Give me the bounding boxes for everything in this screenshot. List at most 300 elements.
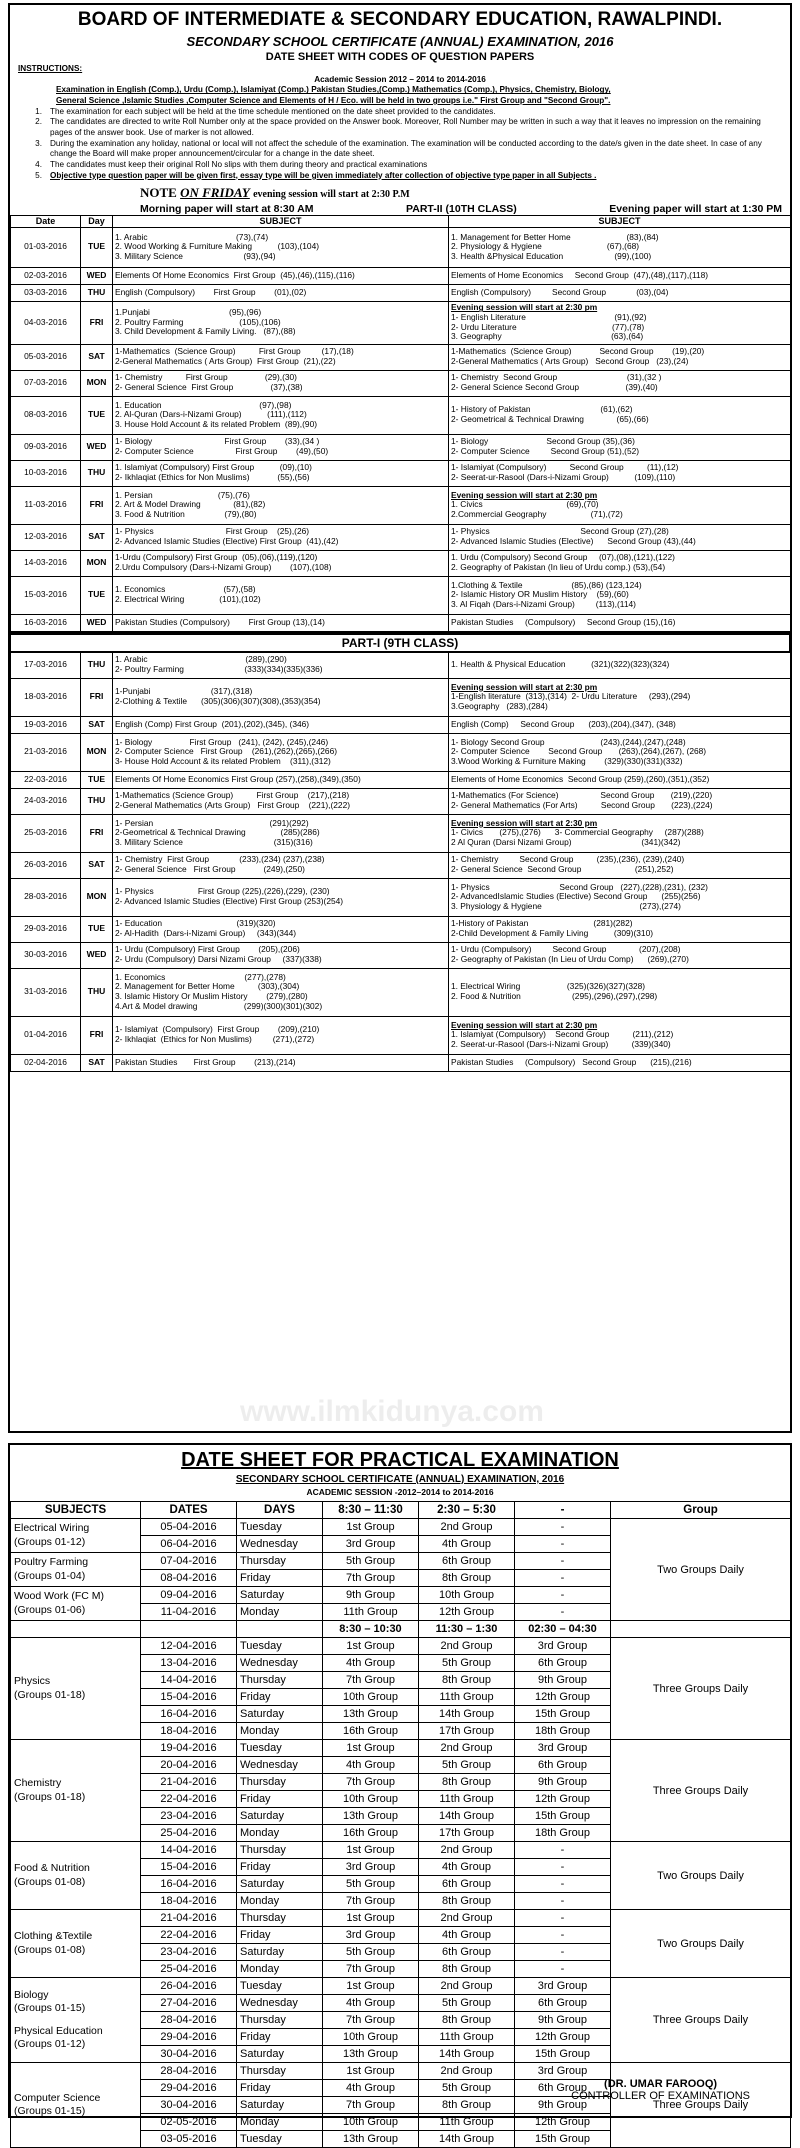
exam-day: MON <box>81 878 113 916</box>
col-dates: DATES <box>141 1502 237 1519</box>
exam-title: SECONDARY SCHOOL CERTIFICATE (ANNUAL) EXAMINATION, 2016 <box>186 34 614 49</box>
instruction-number: 4. <box>35 159 42 169</box>
slot1-group: 9th Group <box>323 1587 419 1604</box>
exam-day: SAT <box>81 524 113 550</box>
slot3-group: 6th Group <box>515 2080 611 2097</box>
morning-subjects: English (Comp) First Group (201),(202),(345), (346) <box>113 716 449 733</box>
instruction-item <box>18 117 782 138</box>
practical-date: 07-04-2016 <box>141 1553 237 1570</box>
practical-subtitle: SECONDARY SCHOOL CERTIFICATE (ANNUAL) EXAMINATION, 2016 <box>235 1474 565 1485</box>
note-rest: evening session will start at 2:30 P.M <box>253 189 410 201</box>
exam-date: 08-03-2016 <box>11 396 81 434</box>
slot2-group: 6th Group <box>419 1553 515 1570</box>
exam-day: TUE <box>81 916 113 942</box>
practical-day: Tuesday <box>237 1638 323 1655</box>
exam-date: 11-03-2016 <box>11 486 81 524</box>
practical-date: 26-04-2016 <box>141 1978 237 1995</box>
subject-name <box>14 1862 137 1888</box>
slot2-group: 4th Group <box>419 1859 515 1876</box>
practical-subject <box>11 1842 141 1910</box>
practical-day: Monday <box>237 1893 323 1910</box>
exam-date: 01-03-2016 <box>11 227 81 267</box>
slot1-group: 4th Group <box>323 2080 419 2097</box>
morning-subjects: 1. Economics (277),(278) 2. Management for Better Home (303),(304) 3. Islamic History Or Muslim History (279),(280) 4.Art & Model drawing (299)(300)(301)(302) <box>113 968 449 1016</box>
practical-date: 11-04-2016 <box>141 1604 237 1621</box>
morning-subjects: 1- Chemistry First Group (233),(234) (237),(238) 2- General Science First Group (249),(250) <box>113 852 449 878</box>
subject-title: Food & Nutrition <box>14 1862 90 1875</box>
slot2-group: 5th Group <box>419 1757 515 1774</box>
col-subject-evening: SUBJECT <box>449 216 791 227</box>
exam-row <box>11 524 791 550</box>
exam-day: TUE <box>81 576 113 614</box>
exam-date: 29-03-2016 <box>11 916 81 942</box>
morning-subjects: Pakistan Studies First Group (213),(214) <box>113 1054 449 1071</box>
part2-title: PART-II (10TH CLASS) <box>406 203 517 216</box>
instruction-number: 5. <box>35 170 42 180</box>
practical-date: 22-04-2016 <box>141 1927 237 1944</box>
morning-subjects: Pakistan Studies (Compulsory) First Group (13),(14) <box>113 614 449 631</box>
practical-date: 12-04-2016 <box>141 1638 237 1655</box>
exam-date: 03-03-2016 <box>11 284 81 301</box>
part1-title: PART-I (9TH CLASS) <box>10 632 790 652</box>
practical-date: 28-04-2016 <box>141 2012 237 2029</box>
morning-subjects: 1. Economics (57),(58) 2. Electrical Wiring (101),(102) <box>113 576 449 614</box>
exam-day: THU <box>81 968 113 1016</box>
note-day: ON FRIDAY <box>180 185 250 201</box>
practical-day: Saturday <box>237 1944 323 1961</box>
practical-day: Friday <box>237 1859 323 1876</box>
practical-date: 13-04-2016 <box>141 1655 237 1672</box>
blank-cell <box>237 1621 323 1638</box>
practical-row <box>11 1519 791 1536</box>
exam-day: SAT <box>81 1054 113 1071</box>
sheet-header <box>10 9 790 63</box>
slot1-group: 7th Group <box>323 1570 419 1587</box>
exam-row <box>11 576 791 614</box>
morning-subjects: English (Compulsory) First Group (01),(02) <box>113 284 449 301</box>
exam-date: 28-03-2016 <box>11 878 81 916</box>
exam-row <box>11 486 791 524</box>
exam-day: FRI <box>81 678 113 716</box>
practical-day: Wednesday <box>237 1757 323 1774</box>
slot2-group: 2nd Group <box>419 1519 515 1536</box>
slot1-group: 1st Group <box>323 1638 419 1655</box>
morning-subjects: 1. Arabic (289),(290) 2- Poultry Farming (333)(334)(335)(336) <box>113 652 449 678</box>
practical-day: Friday <box>237 1570 323 1587</box>
practical-date: 21-04-2016 <box>141 1774 237 1791</box>
exam-day: MON <box>81 550 113 576</box>
morning-subjects: Elements Of Home Economics First Group (45),(46),(115),(116) <box>113 267 449 284</box>
practical-day: Saturday <box>237 1876 323 1893</box>
slot1-group: 4th Group <box>323 1655 419 1672</box>
exam-row <box>11 678 791 716</box>
practical-day: Monday <box>237 1604 323 1621</box>
practical-date-sheet <box>8 1443 792 2145</box>
slot3-group: - <box>515 1859 611 1876</box>
slot1-group: 16th Group <box>323 1825 419 1842</box>
morning-subjects: 1- Physics First Group (25),(26) 2- Advanced Islamic Studies (Elective) First Group (41),(42) <box>113 524 449 550</box>
slot2-group: 8th Group <box>419 1774 515 1791</box>
slot3-group: - <box>515 1587 611 1604</box>
practical-day: Thursday <box>237 2063 323 2080</box>
instruction-item <box>18 139 782 160</box>
two-group-note-2: General Science ,Islamic Studies ,Computer Science and Elements of H / Eco. will be held in two groups i.e." First Group and "Second Group". <box>56 95 611 105</box>
academic-session: Academic Session 2012 – 2014 to 2014-2016 <box>314 74 486 84</box>
morning-subjects: 1- Biology First Group (33),(34 ) 2- Computer Science First Group (49),(50) <box>113 434 449 460</box>
slot1-group: 7th Group <box>323 2097 419 2114</box>
slot3-group: - <box>515 1519 611 1536</box>
slot1-group: 7th Group <box>323 2012 419 2029</box>
practical-session: ACADEMIC SESSION -2012–2014 to 2014-2016 <box>306 1487 494 1497</box>
exam-row <box>11 344 791 370</box>
practical-date: 21-04-2016 <box>141 1910 237 1927</box>
col-subjects: SUBJECTS <box>11 1502 141 1519</box>
slot2-group: 2nd Group <box>419 1910 515 1927</box>
practical-date: 09-04-2016 <box>141 1587 237 1604</box>
sheet-title: DATE SHEET WITH CODES OF QUESTION PAPERS <box>265 51 535 63</box>
slot2-group: 11th Group <box>419 1791 515 1808</box>
practical-date: 30-04-2016 <box>141 2097 237 2114</box>
slot3-group: - <box>515 1536 611 1553</box>
practical-day: Thursday <box>237 1553 323 1570</box>
practical-date: 25-04-2016 <box>141 1961 237 1978</box>
slot3-group: - <box>515 1570 611 1587</box>
exam-row <box>11 1054 791 1071</box>
exam-date: 17-03-2016 <box>11 652 81 678</box>
slot3-group: 15th Group <box>515 2131 611 2148</box>
exam-day: WED <box>81 614 113 631</box>
exam-row <box>11 878 791 916</box>
evening-subjects: 1- Biology Second Group (243),(244),(247),(248) 2- Computer Science Second Group (263),(264),(267), (268) 3.Wood Working & Furniture Making (329)(330)(331)(332) <box>449 733 791 771</box>
exam-row <box>11 267 791 284</box>
subject-name <box>14 1777 137 1803</box>
subject-title: Physics <box>14 1675 51 1688</box>
morning-subjects: 1- Chemistry First Group (29),(30) 2- General Science First Group (37),(38) <box>113 370 449 396</box>
practical-day: Monday <box>237 2114 323 2131</box>
practical-subject <box>11 1740 141 1842</box>
slot2-group: 17th Group <box>419 1723 515 1740</box>
morning-subjects: 1- Biology First Group (241), (242), (245),(246) 2- Computer Science First Group (261),(262),(265),(266) 3- House Hold Account & its related Problem (311),(312) <box>113 733 449 771</box>
slot3-group: - <box>515 1553 611 1570</box>
instruction-text: Objective type question paper will be given first, essay type will be given immediately after collection of objective type paper in all Subjects . <box>50 170 597 180</box>
part1-table <box>10 652 791 1072</box>
slot2-group: 10th Group <box>419 1587 515 1604</box>
slot1-group: 1st Group <box>323 1842 419 1859</box>
exam-day: THU <box>81 652 113 678</box>
slot2-group: 2nd Group <box>419 1740 515 1757</box>
groups-per-day: Three Groups Daily <box>611 1740 791 1842</box>
instructions-heading: INSTRUCTIONS: <box>18 64 83 73</box>
practical-day: Saturday <box>237 1587 323 1604</box>
practical-day: Thursday <box>237 1910 323 1927</box>
col-group: Group <box>611 1502 791 1519</box>
exam-row <box>11 788 791 814</box>
col-date: Date <box>11 216 81 227</box>
exam-day: MON <box>81 733 113 771</box>
slot3-group: - <box>515 1604 611 1621</box>
subject-groups: (Groups 01-08) <box>14 1943 86 1956</box>
practical-date: 16-04-2016 <box>141 1706 237 1723</box>
practical-day: Monday <box>237 1723 323 1740</box>
practical-table <box>10 1501 791 2148</box>
morning-subjects: 1-Mathematics (Science Group) First Group (17),(18) 2-General Mathematics ( Arts Group) First Group (21),(22) <box>113 344 449 370</box>
morning-subjects: 1. Arabic (73),(74) 2. Wood Working & Furniture Making (103),(104) 3. Military Science (93),(94) <box>113 227 449 267</box>
subject-title: Physical Education <box>14 2025 103 2037</box>
groups-per-day: Three Groups Daily <box>611 1638 791 1740</box>
slot2-group: 14th Group <box>419 2131 515 2148</box>
friday-note <box>140 185 410 200</box>
slot3-group: - <box>515 1961 611 1978</box>
slot1-group: 7th Group <box>323 1774 419 1791</box>
morning-subjects: 1.Punjabi (95),(96) 2. Poultry Farming (105),(106) 3. Child Development & Family Living. (87),(88) <box>113 301 449 344</box>
practical-day: Monday <box>237 1825 323 1842</box>
morning-subjects: 1- Physics First Group (225),(226),(229), (230) 2- Advanced Islamic Studies (Elective) First Group (253)(254) <box>113 878 449 916</box>
col-day: Day <box>81 216 113 227</box>
subject-name <box>14 1675 137 1701</box>
evening-subjects: Evening session will start at 2:30 pm 1- English Literature (91),(92) 2- Urdu Literature (77),(78) 3. Geography (63),(64) <box>449 301 791 344</box>
subject-name <box>14 1989 137 2015</box>
practical-subject <box>11 2063 141 2148</box>
practical-day: Thursday <box>237 1842 323 1859</box>
slot2-group: 8th Group <box>419 1570 515 1587</box>
slot2-group: 4th Group <box>419 1536 515 1553</box>
slot2-group: 2nd Group <box>419 1842 515 1859</box>
practical-row <box>11 1910 791 1927</box>
slot1-group: 1st Group <box>323 1978 419 1995</box>
evening-time: Evening paper will start at 1:30 PM <box>609 203 782 216</box>
controller-name: (DR. UMAR FAROOQ) <box>604 2078 718 2090</box>
slot3-group: 18th Group <box>515 1723 611 1740</box>
slot3-group: 15th Group <box>515 1808 611 1825</box>
morning-subjects: 1- Urdu (Compulsory) First Group (205),(206) 2- Urdu (Compulsory) Darsi Nizami Group (337)(338) <box>113 942 449 968</box>
slot2-group: 6th Group <box>419 1876 515 1893</box>
exam-date: 14-03-2016 <box>11 550 81 576</box>
exam-date: 02-03-2016 <box>11 267 81 284</box>
instructions <box>10 63 790 182</box>
slot1-group: 10th Group <box>323 2114 419 2131</box>
slot2-group: 2nd Group <box>419 1638 515 1655</box>
slot2-group: 8th Group <box>419 2012 515 2029</box>
subject-name <box>14 2092 137 2118</box>
practical-date: 18-04-2016 <box>141 1723 237 1740</box>
slot1-group: 3rd Group <box>323 1536 419 1553</box>
morning-subjects: 1-Punjabi (317),(318) 2-Clothing & Textile (305)(306)(307)(308),(353)(354) <box>113 678 449 716</box>
practical-subject <box>11 1519 141 1553</box>
practical-day: Tuesday <box>237 1740 323 1757</box>
exam-row <box>11 814 791 852</box>
exam-day: WED <box>81 942 113 968</box>
exam-day: THU <box>81 788 113 814</box>
evening-subjects: 1. Urdu (Compulsory) Second Group (07),(08),(121),(122) 2. Geography of Pakistan (In lieu of Urdu comp.) (53),(54) <box>449 550 791 576</box>
practical-day: Wednesday <box>237 1655 323 1672</box>
blank-cell <box>141 1621 237 1638</box>
practical-row <box>11 1978 791 1995</box>
groups-per-day: Two Groups Daily <box>611 1519 791 1621</box>
slot-time: 8:30 – 10:30 <box>323 1621 419 1638</box>
evening-subjects: 1- Chemistry Second Group (31),(32 ) 2- General Science Second Group (39),(40) <box>449 370 791 396</box>
slot1-group: 13th Group <box>323 1808 419 1825</box>
evening-subjects: English (Compulsory) Second Group (03),(04) <box>449 284 791 301</box>
col-slot1: 8:30 – 11:30 <box>323 1502 419 1519</box>
morning-subjects: 1- Persian (291)(292) 2-Geometrical & Technical Drawing (285)(286) 3. Military Science (315)(316) <box>113 814 449 852</box>
slot3-group: 12th Group <box>515 1689 611 1706</box>
evening-subjects: Evening session will start at 2:30 pm 1. Islamiyat (Compulsory) Second Group (211),(212) 2. Seerat-ur-Rasool (Dars-i-Nizami Group) (339)(340) <box>449 1016 791 1054</box>
practical-date: 16-04-2016 <box>141 1876 237 1893</box>
slot1-group: 13th Group <box>323 1706 419 1723</box>
subject-name <box>14 1930 137 1956</box>
evening-subjects: Elements of Home Economics Second Group (47),(48),(117),(118) <box>449 267 791 284</box>
slot3-group: - <box>515 1893 611 1910</box>
slot3-group: 6th Group <box>515 1757 611 1774</box>
slot1-group: 10th Group <box>323 1689 419 1706</box>
evening-subjects: 1- Biology Second Group (35),(36) 2- Computer Science Second Group (51),(52) <box>449 434 791 460</box>
col-subject-morning: SUBJECT <box>113 216 449 227</box>
practical-day: Saturday <box>237 1808 323 1825</box>
slot3-group: 9th Group <box>515 1774 611 1791</box>
evening-subjects: 1- Urdu (Compulsory) Second Group (207),(208) 2- Geography of Pakistan (In Lieu of Urdu Comp) (269),(270) <box>449 942 791 968</box>
slot1-group: 16th Group <box>323 1723 419 1740</box>
evening-subjects: 1-Mathematics (For Science) Second Group (219),(220) 2- General Mathematics (For Arts) Second Group (223),(224) <box>449 788 791 814</box>
exam-row <box>11 370 791 396</box>
exam-date: 05-03-2016 <box>11 344 81 370</box>
slot1-group: 13th Group <box>323 2046 419 2063</box>
groups-per-day: Two Groups Daily <box>611 1910 791 1978</box>
exam-day: TUE <box>81 227 113 267</box>
exam-date: 22-03-2016 <box>11 771 81 788</box>
slot3-group: 9th Group <box>515 2097 611 2114</box>
slot2-group: 17th Group <box>419 1825 515 1842</box>
slot1-group: 10th Group <box>323 2029 419 2046</box>
slot2-group: 11th Group <box>419 2029 515 2046</box>
slot3-group: 3rd Group <box>515 1740 611 1757</box>
slot3-group: - <box>515 1910 611 1927</box>
practical-day: Saturday <box>237 1706 323 1723</box>
signature-block <box>571 2078 750 2102</box>
slot3-group: 9th Group <box>515 1672 611 1689</box>
slot2-group: 8th Group <box>419 2097 515 2114</box>
morning-time: Morning paper will start at 8:30 AM <box>140 203 314 216</box>
exam-row <box>11 942 791 968</box>
slot1-group: 5th Group <box>323 1944 419 1961</box>
evening-session-note: Evening session will start at 2:30 pm <box>451 681 598 692</box>
slot1-group: 1st Group <box>323 1910 419 1927</box>
slot1-group: 1st Group <box>323 2063 419 2080</box>
slot2-group: 14th Group <box>419 2046 515 2063</box>
slot2-group: 5th Group <box>419 1655 515 1672</box>
exam-row <box>11 916 791 942</box>
exam-day: THU <box>81 284 113 301</box>
evening-subjects: Evening session will start at 2:30 pm 1-English literature (313),(314) 2- Urdu Literature (293),(294) 3.Geography (283),(284) <box>449 678 791 716</box>
slot2-group: 5th Group <box>419 2080 515 2097</box>
practical-date: 20-04-2016 <box>141 1757 237 1774</box>
evening-subjects: 1- Physics Second Group (27),(28) 2- Advanced Islamic Studies (Elective) Second Group (43),(44) <box>449 524 791 550</box>
slot3-group: 12th Group <box>515 2114 611 2131</box>
slot2-group: 11th Group <box>419 2114 515 2131</box>
slot1-group: 1st Group <box>323 1740 419 1757</box>
instruction-list <box>18 107 782 182</box>
slot3-group: - <box>515 1842 611 1859</box>
exam-day: WED <box>81 267 113 284</box>
evening-subjects: 1- Chemistry Second Group (235),(236), (239),(240) 2- General Science Second Group (251),252) <box>449 852 791 878</box>
groups-per-day: Three Groups Daily <box>611 1978 791 2063</box>
blank-cell <box>11 1621 141 1638</box>
slot2-group: 5th Group <box>419 1995 515 2012</box>
evening-subjects: 1-Mathematics (Science Group) Second Group (19),(20) 2-General Mathematics ( Arts Group) Second Group (23),(24) <box>449 344 791 370</box>
subject-title: Biology <box>14 1988 49 2001</box>
exam-date: 10-03-2016 <box>11 460 81 486</box>
morning-subjects: 1- Islamiyat (Compulsory) First Group (209),(210) 2- Ikhlaqiat (Ethics for Non Muslims) (271),(272) <box>113 1016 449 1054</box>
slot1-group: 1st Group <box>323 1519 419 1536</box>
evening-subjects: 1.Clothing & Textile (85),(86) (123,124) 2- Islamic History OR Muslim History (59),(60) 3. Al Fiqah (Dars-i-Nizami Group) (113),(114) <box>449 576 791 614</box>
exam-date: 04-03-2016 <box>11 301 81 344</box>
instruction-text: The examination for each subject will be held at the time schedule mentioned on the date sheet provided to the candidates. <box>50 106 496 116</box>
practical-day: Friday <box>237 1927 323 1944</box>
exam-row <box>11 968 791 1016</box>
evening-subjects: 1- History of Pakistan (61),(62) 2- Geometrical & Technical Drawing (65),(66) <box>449 396 791 434</box>
evening-session-note: Evening session will start at 2:30 pm <box>451 1019 598 1030</box>
exam-row <box>11 434 791 460</box>
slot3-group: - <box>515 1927 611 1944</box>
slot1-group: 3rd Group <box>323 1927 419 1944</box>
practical-day: Monday <box>237 1961 323 1978</box>
practical-day: Thursday <box>237 1672 323 1689</box>
practical-day: Friday <box>237 2080 323 2097</box>
exam-row <box>11 460 791 486</box>
theory-date-sheet <box>8 3 792 1433</box>
subject-groups: (Groups 01-18) <box>14 1790 86 1803</box>
practical-subject <box>11 1978 141 2063</box>
subject-name <box>14 2025 137 2051</box>
exam-date: 30-03-2016 <box>11 942 81 968</box>
practical-day: Thursday <box>237 1774 323 1791</box>
slot3-group: 6th Group <box>515 1655 611 1672</box>
morning-subjects: 1. Education (97),(98) 2. Al-Quran (Dars-i-Nizami Group) (111),(112) 3. House Hold Account & its related Problem (89),(90) <box>113 396 449 434</box>
evening-subjects: 1. Management for Better Home (83),(84) 2. Physiology & Hygiene (67),(68) 3. Health &Physical Education (99),(100) <box>449 227 791 267</box>
exam-date: 12-03-2016 <box>11 524 81 550</box>
practical-day: Saturday <box>237 2097 323 2114</box>
slot3-group: 18th Group <box>515 1825 611 1842</box>
exam-row <box>11 733 791 771</box>
subject-groups: (Groups 01-12) <box>14 2038 86 2051</box>
morning-subjects: Elements Of Home Economics First Group (257),(258),(349),(350) <box>113 771 449 788</box>
slot3-group: 3rd Group <box>515 1978 611 1995</box>
exam-day: THU <box>81 460 113 486</box>
exam-day: FRI <box>81 301 113 344</box>
slot2-group: 6th Group <box>419 1944 515 1961</box>
subject-groups: (Groups 01-08) <box>14 1875 86 1888</box>
practical-day: Wednesday <box>237 1536 323 1553</box>
exam-date: 24-03-2016 <box>11 788 81 814</box>
slot3-group: 3rd Group <box>515 2063 611 2080</box>
evening-subjects: 1. Health & Physical Education (321)(322)(323)(324) <box>449 652 791 678</box>
controller-title: CONTROLLER OF EXAMINATIONS <box>571 2090 750 2102</box>
exam-row <box>11 614 791 631</box>
evening-subjects: English (Comp) Second Group (203),(204),(347), (348) <box>449 716 791 733</box>
exam-day: TUE <box>81 396 113 434</box>
slot1-group: 7th Group <box>323 1672 419 1689</box>
practical-date: 29-04-2016 <box>141 2080 237 2097</box>
practical-date: 15-04-2016 <box>141 1859 237 1876</box>
practical-title: DATE SHEET FOR PRACTICAL EXAMINATION <box>181 1449 619 1471</box>
instruction-item <box>18 171 782 182</box>
practical-subject <box>11 1910 141 1978</box>
practical-date: 05-04-2016 <box>141 1519 237 1536</box>
board-title: BOARD OF INTERMEDIATE & SECONDARY EDUCATION, RAWALPINDI. <box>77 9 723 30</box>
practical-day: Friday <box>237 1689 323 1706</box>
slot2-group: 2nd Group <box>419 1978 515 1995</box>
exam-date: 21-03-2016 <box>11 733 81 771</box>
practical-date: 19-04-2016 <box>141 1740 237 1757</box>
